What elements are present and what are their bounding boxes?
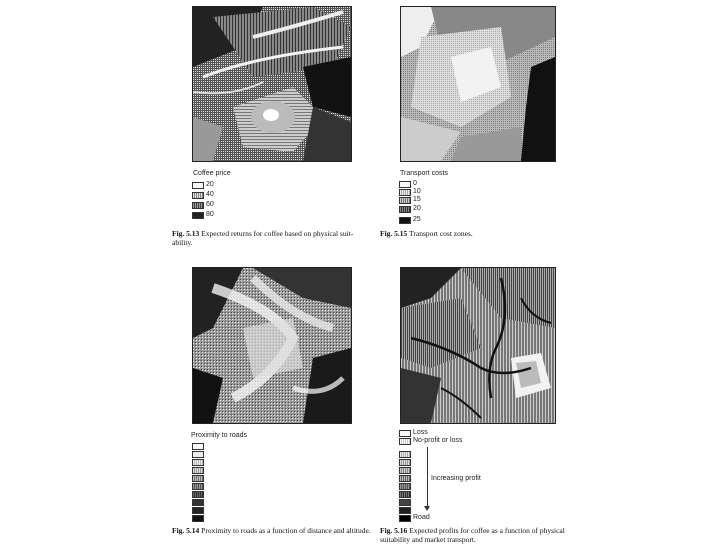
fig-5-13-swatch-2 (192, 192, 204, 199)
fig-5-14-map (192, 267, 352, 424)
fig-5-16-caption-number: Fig. 5.16 (380, 526, 408, 535)
fig-5-15-caption-number: Fig. 5.15 (380, 229, 408, 238)
fig-5-15-swatch-4 (399, 206, 411, 213)
fig-5-13-legend-4: 80 (206, 211, 214, 218)
fig-5-15-legend-2: 10 (413, 188, 421, 195)
fig-5-14-swatch-6 (192, 483, 204, 490)
fig-5-14-caption-number: Fig. 5.14 (172, 526, 200, 535)
fig-5-15-legend-title: Transport costs (400, 170, 448, 177)
fig-5-16-swatch-2 (399, 438, 411, 445)
fig-5-16-swatch-8 (399, 491, 411, 498)
fig-5-16-caption (380, 527, 590, 544)
fig-5-13-swatch-4 (192, 212, 204, 219)
fig-5-15-swatch-1 (399, 181, 411, 188)
fig-5-15-swatch-2 (399, 189, 411, 196)
fig-5-15-map (400, 6, 556, 162)
fig-5-13-swatch-3 (192, 202, 204, 209)
fig-5-15-caption (380, 230, 580, 239)
fig-5-14-legend-title: Proximity to roads (191, 432, 248, 439)
fig-5-14-caption-text: Proximity to roads as a function of distance and altitude. (201, 526, 371, 535)
fig-5-14-swatch-9 (192, 507, 204, 514)
fig-5-16-swatch-1 (399, 430, 411, 437)
fig-5-16-caption-text: Expected profits for coffee as a function of physical suitability and market transport. (380, 526, 565, 544)
fig-5-13-legend-3: 60 (206, 201, 214, 208)
fig-5-15-legend-1: 0 (413, 180, 417, 187)
fig-5-15-legend-5: 25 (413, 216, 421, 223)
fig-5-13-swatch-1 (192, 182, 204, 189)
fig-5-14-caption (172, 527, 372, 536)
fig-5-16-map (400, 267, 556, 424)
fig-5-13-legend-title: Coffee price (193, 170, 231, 177)
fig-5-13-caption (172, 230, 372, 247)
fig-5-16-swatch-11 (399, 515, 411, 522)
fig-5-16-swatch-4 (399, 459, 411, 466)
fig-5-14-swatch-4 (192, 467, 204, 474)
fig-5-16-legend-road: Road (413, 514, 430, 521)
increasing-arrow-shaft (427, 447, 428, 507)
fig-5-14-swatch-3 (192, 459, 204, 466)
fig-5-16-swatch-5 (399, 467, 411, 474)
fig-5-14-swatch-8 (192, 499, 204, 506)
fig-5-14-swatch-7 (192, 491, 204, 498)
fig-5-16-swatch-7 (399, 483, 411, 490)
fig-5-13-caption-text: Expected returns for coffee based on physical suit-ability. (172, 229, 354, 247)
fig-5-16-swatch-3 (399, 451, 411, 458)
fig-5-15-swatch-5 (399, 217, 411, 224)
fig-5-14-swatch-2 (192, 451, 204, 458)
fig-5-14-swatch-10 (192, 515, 204, 522)
fig-5-16-swatch-10 (399, 507, 411, 514)
fig-5-13-legend-2: 40 (206, 191, 214, 198)
fig-5-15-caption-text: Transport cost zones. (409, 229, 473, 238)
fig-5-16-legend-1: Loss (413, 429, 428, 436)
fig-5-16-swatch-9 (399, 499, 411, 506)
fig-5-14-swatch-5 (192, 475, 204, 482)
fig-5-13-caption-number: Fig. 5.13 (172, 229, 200, 238)
increasing-arrow-head (424, 506, 430, 511)
fig-5-13-map (192, 6, 352, 162)
fig-5-15-swatch-3 (399, 197, 411, 204)
fig-5-13-legend-1: 20 (206, 181, 214, 188)
fig-5-15-legend-4: 20 (413, 205, 421, 212)
fig-5-16-legend-2: No-profit or loss (413, 437, 463, 444)
fig-5-15-legend-3: 15 (413, 196, 421, 203)
fig-5-14-swatch-1 (192, 443, 204, 450)
fig-5-16-increasing-label: Increasing profit (431, 475, 481, 482)
fig-5-16-swatch-6 (399, 475, 411, 482)
